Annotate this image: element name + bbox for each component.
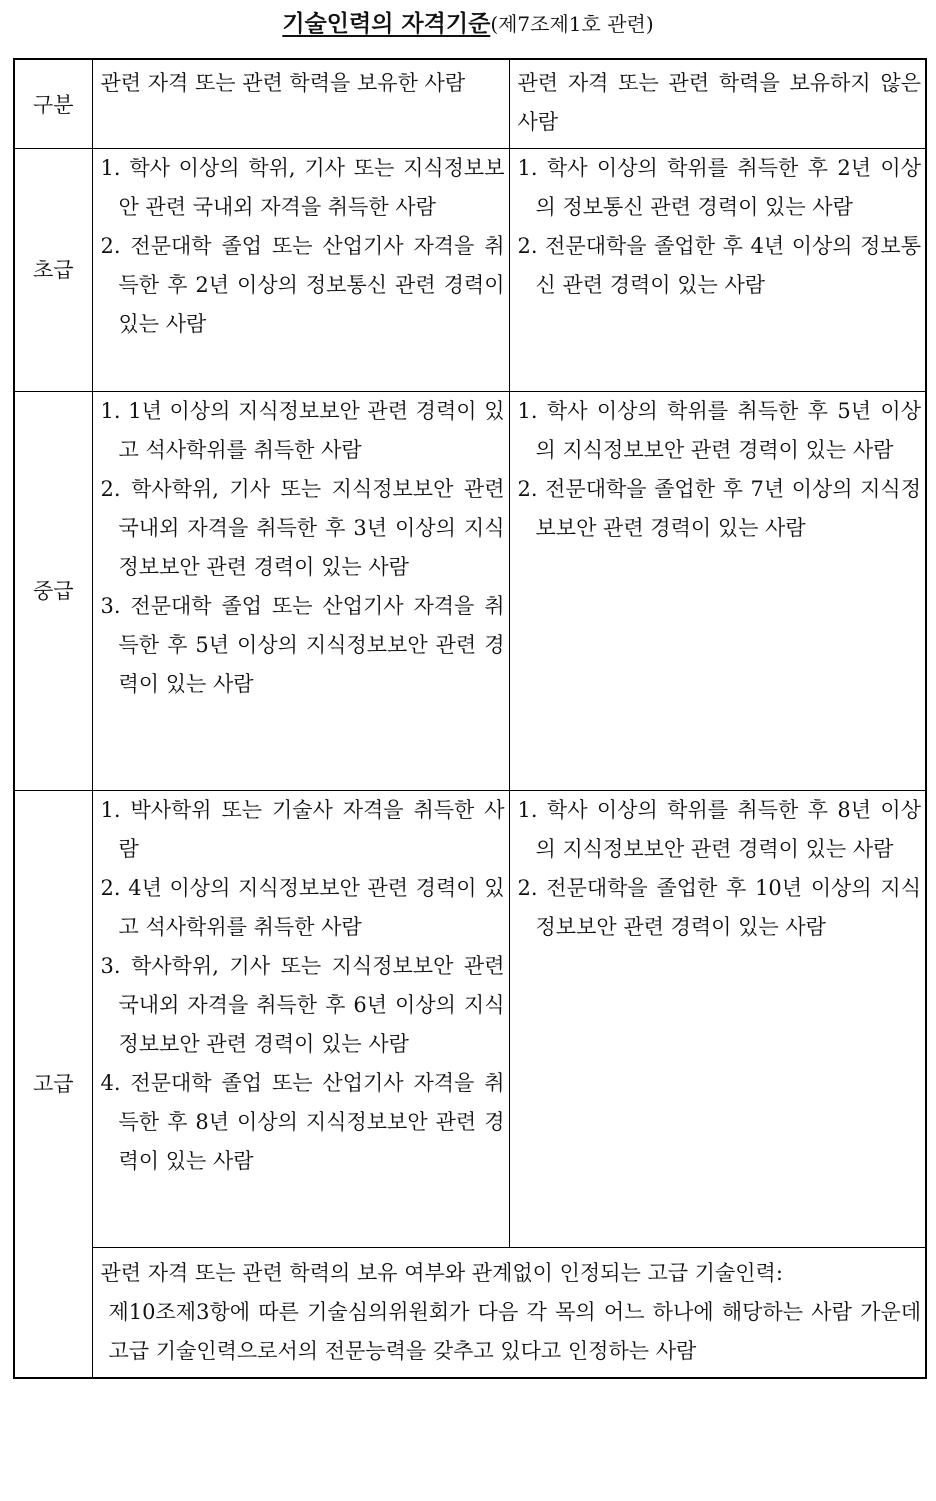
list-item: 3. 전문대학 졸업 또는 산업기사 자격을 취득한 후 5년 이상의 지식정보보안 관련 경력이 있는 사람 — [100, 594, 505, 696]
list-item: 2. 4년 이상의 지식정보보안 관련 경력이 있고 석사학위를 취득한 사람 — [100, 876, 505, 939]
list-item: 2. 학사학위, 기사 또는 지식정보보안 관련 국내외 자격을 취득한 후 3년 이상의 지식정보보안 관련 경력이 있는 사람 — [100, 477, 505, 579]
advanced-with-qualification — [92, 791, 509, 1248]
header-category: 구분 — [14, 59, 92, 149]
intermediate-with-qualification — [92, 392, 509, 791]
table-row-intermediate — [14, 392, 926, 791]
note-body: 제10조제3항에 따른 기술심의위원회가 다음 각 목의 어느 하나에 해당하는 사람 가운데 고급 기술인력으로서의 전문능력을 갖추고 있다고 인정하는 사람 — [108, 1300, 921, 1363]
table-row-advanced — [14, 791, 926, 1248]
advanced-note — [92, 1248, 926, 1379]
list-item: 3. 학사학위, 기사 또는 지식정보보안 관련 국내외 자격을 취득한 후 6년 이상의 지식정보보안 관련 경력이 있는 사람 — [100, 954, 505, 1056]
grade-intermediate: 중급 — [14, 392, 92, 791]
table-header-row — [14, 59, 926, 149]
note-heading: 관련 자격 또는 관련 학력의 보유 여부와 관계없이 인정되는 고급 기술인력: — [100, 1261, 783, 1285]
qualification-table — [13, 58, 927, 1379]
grade-advanced: 고급 — [14, 791, 92, 1379]
list-item: 2. 전문대학을 졸업한 후 4년 이상의 정보통신 관련 경력이 있는 사람 — [517, 234, 921, 297]
list-item: 2. 전문대학을 졸업한 후 7년 이상의 지식정보보안 관련 경력이 있는 사람 — [517, 477, 921, 540]
list-item: 1. 학사 이상의 학위를 취득한 후 5년 이상의 지식정보보안 관련 경력이 있는 사람 — [517, 399, 921, 462]
basic-with-qualification — [92, 149, 509, 392]
list-item: 4. 전문대학 졸업 또는 산업기사 자격을 취득한 후 8년 이상의 지식정보보안 관련 경력이 있는 사람 — [100, 1071, 505, 1173]
title-sub: (제7조제1호 관련) — [490, 12, 654, 36]
document-title — [0, 6, 936, 42]
list-item: 1. 박사학위 또는 기술사 자격을 취득한 사람 — [100, 798, 505, 861]
advanced-without-qualification — [509, 791, 926, 1248]
table-row-advanced-note — [14, 1248, 926, 1379]
basic-without-qualification — [509, 149, 926, 392]
list-item: 1. 1년 이상의 지식정보보안 관련 경력이 있고 석사학위를 취득한 사람 — [100, 399, 505, 462]
list-item: 1. 학사 이상의 학위를 취득한 후 2년 이상의 정보통신 관련 경력이 있는 사람 — [517, 156, 921, 219]
list-item: 2. 전문대학 졸업 또는 산업기사 자격을 취득한 후 2년 이상의 정보통신 관련 경력이 있는 사람 — [100, 234, 505, 336]
list-item: 2. 전문대학을 졸업한 후 10년 이상의 지식정보보안 관련 경력이 있는 사람 — [517, 876, 921, 939]
header-with-qualification: 관련 자격 또는 관련 학력을 보유한 사람 — [92, 59, 509, 149]
header-without-qualification: 관련 자격 또는 관련 학력을 보유하지 않은 사람 — [509, 59, 926, 149]
list-item: 1. 학사 이상의 학위, 기사 또는 지식정보보안 관련 국내외 자격을 취득한 사람 — [100, 156, 505, 219]
intermediate-without-qualification — [509, 392, 926, 791]
grade-basic: 초급 — [14, 149, 92, 392]
title-main: 기술인력의 자격기준 — [282, 11, 491, 37]
table-row-basic — [14, 149, 926, 392]
list-item: 1. 학사 이상의 학위를 취득한 후 8년 이상의 지식정보보안 관련 경력이 있는 사람 — [517, 798, 921, 861]
